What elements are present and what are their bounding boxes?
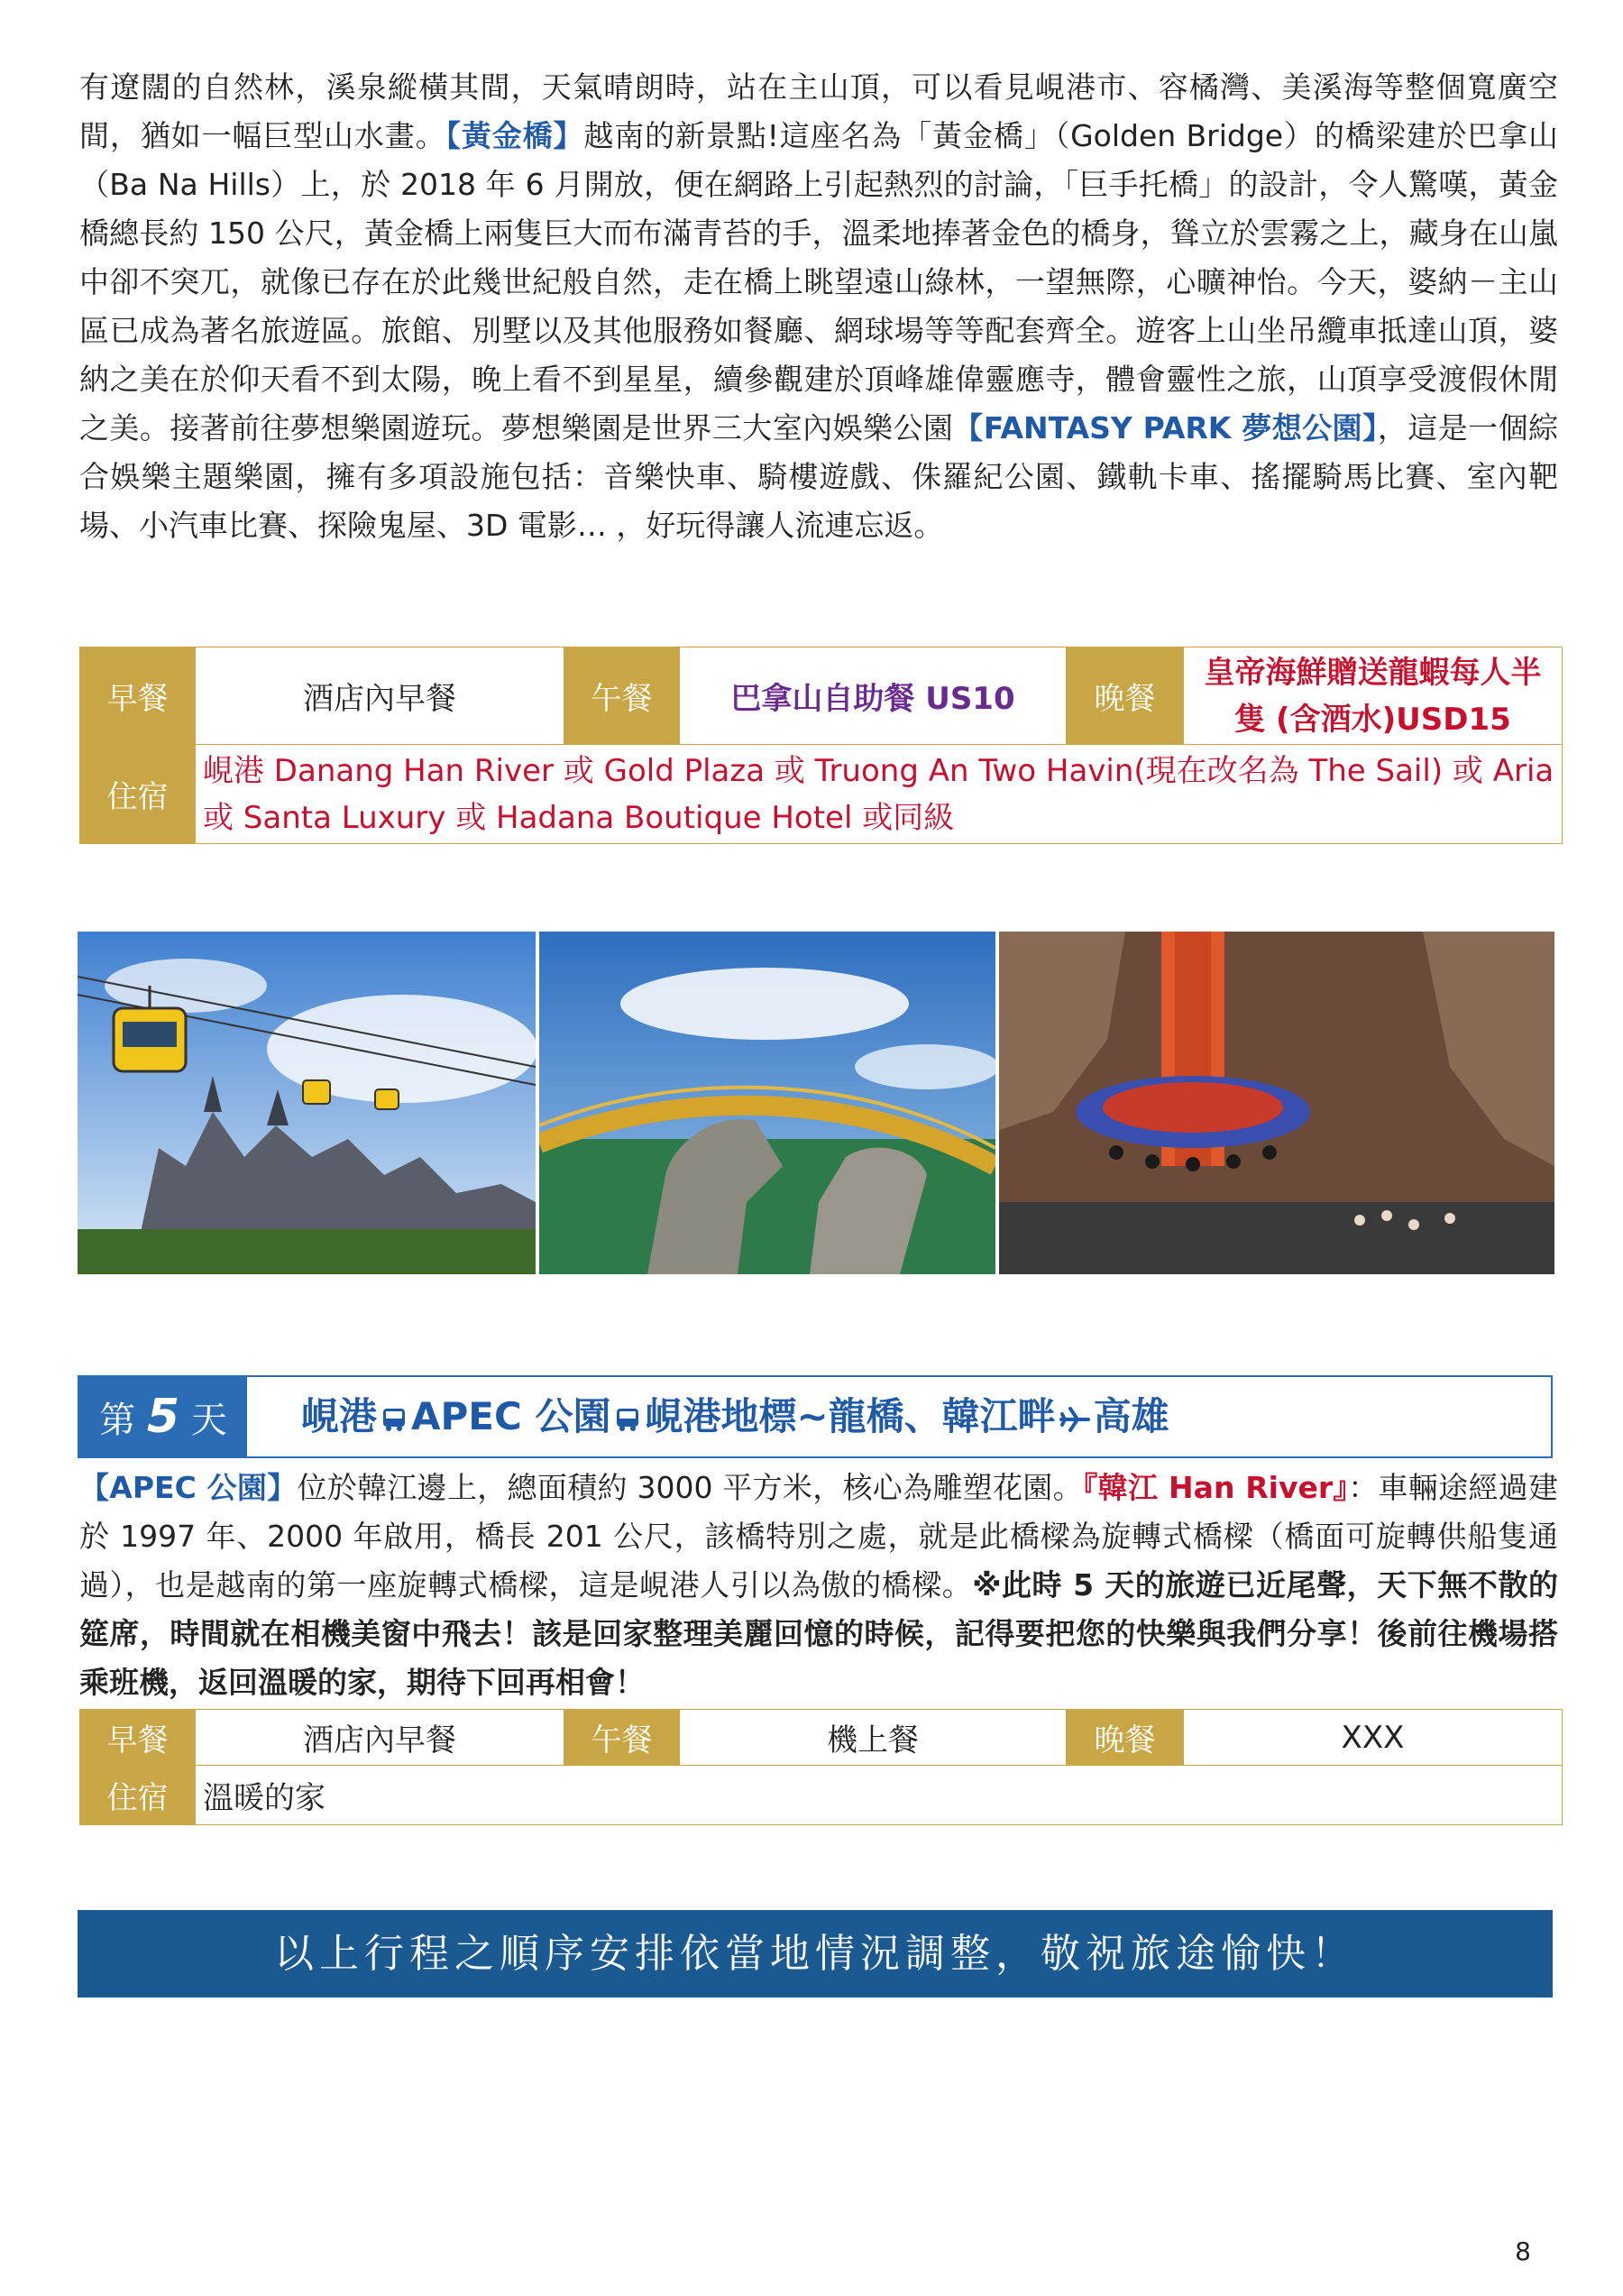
lunch-label: 午餐 bbox=[564, 647, 680, 745]
lunch-value: 機上餐 bbox=[680, 1710, 1067, 1766]
dinner-label: 晚餐 bbox=[1067, 647, 1184, 745]
intro-text-1: 有遼闊的自然林，溪泉縱橫其間，天氣晴朗時，站在主山頂，可以看見峴港市、容橘灣、美溪海等整個寬廣空間，猶如一幅巨型山水畫。 bbox=[79, 69, 1558, 153]
day-number: 5 bbox=[146, 1390, 180, 1444]
meals-table-day4 bbox=[79, 647, 1563, 844]
airplane-icon bbox=[1059, 1406, 1090, 1433]
lunch-label: 午餐 bbox=[564, 1710, 680, 1766]
bus-icon bbox=[614, 1407, 641, 1432]
farewell-note: ※此時 5 天的旅遊已近尾聲，天下無不散的筵席，時間就在相機美窗中飛去！該是回家整理美麗回憶的時候，記得要把您的快樂與我們分享！後前往機場搭乘班機，返回溫暖的家，期待下回再相會！ bbox=[79, 1567, 1559, 1700]
intro-paragraph bbox=[79, 63, 1558, 550]
fantasy-park-label: 【FANTASY PARK 夢想公園】 bbox=[953, 410, 1378, 445]
fantasy-park-ride-photo bbox=[999, 932, 1554, 1274]
lodging-label: 住宿 bbox=[80, 1766, 196, 1825]
breakfast-value: 酒店內早餐 bbox=[196, 647, 564, 745]
breakfast-value: 酒店內早餐 bbox=[196, 1710, 564, 1766]
day5-badge: 第 5 天 bbox=[79, 1377, 247, 1456]
dinner-value: 皇帝海鮮贈送龍蝦每人半隻 (含酒水)USD15 bbox=[1184, 647, 1563, 745]
dinner-value: XXX bbox=[1184, 1710, 1563, 1766]
lunch-value: 巴拿山自助餐 US10 bbox=[680, 647, 1067, 745]
intro-text-2: 越南的新景點!這座名為「黃金橋」（Golden Bridge）的橋梁建於巴拿山（Ba Na Hills）上，於 2018 年 6 月開放，便在網路上引起熱烈的討論，「巨手托橋」的設計，令人驚嘆，黃金橋總長約 150 公尺，黃金橋上兩隻巨大而布滿青苔的手，溫柔地捧著金色的橋身，聳立於雲霧之上，藏身在山嵐中卻不突兀，就像已存在於此幾世紀般自然，走在橋上眺望遠山綠林，一望無際，心曠神怡。今天，婆納－主山區已成為著名旅遊區。旅館、別墅以及其他服務如餐廳、網球場等等配套齊全。遊客上山坐吊纜車抵達山頂，婆納之美在於仰天看不到太陽，晚上看不到星星，續參觀建於頂峰雄偉靈應寺，體會靈性之旅，山頂享受渡假休閒之美。接著前往夢想樂園遊玩。夢想樂園是世界三大室內娛樂公園 bbox=[79, 118, 1559, 445]
day5-header bbox=[78, 1375, 1553, 1458]
day5-title: 峴港 APEC 公園 峴港地標~龍橋、韓江畔 高雄 bbox=[301, 1394, 1169, 1438]
breakfast-label: 早餐 bbox=[80, 647, 196, 745]
apec-label: 【APEC 公園】 bbox=[79, 1470, 298, 1505]
page-number: 8 bbox=[1515, 2236, 1531, 2266]
day5-paragraph: 【APEC 公園】位於韓江邊上，總面積約 3000 平方米，核心為雕塑花園。『韓江 Han River』：車輛途經過建於 1997 年、2000 年啟用，橋長 201 公尺，該橋特別之處，就是此橋樑為旋轉式橋樑（橋面可旋轉供船隻通過），也是越南的第一座旋轉式橋樑，這是峴港人引以為傲的橋樑。※此時 5 天的旅遊已近尾聲，天下無不散的筵席，時間就在相機美窗中飛去！該是回家整理美麗回憶的時候，記得要把您的快樂與我們分享！後前往機場搭乘班機，返回溫暖的家，期待下回再相會！ bbox=[79, 1470, 1559, 1700]
breakfast-label: 早餐 bbox=[80, 1710, 196, 1766]
meals-table-day5 bbox=[79, 1709, 1563, 1825]
lodging-value: 溫暖的家 bbox=[196, 1766, 1563, 1825]
cable-car-castle-photo bbox=[78, 932, 536, 1274]
dinner-label: 晚餐 bbox=[1067, 1710, 1184, 1766]
lodging-label: 住宿 bbox=[80, 745, 196, 844]
golden-bridge-label: 【黃金橋】 bbox=[445, 118, 584, 153]
lodging-value: 峴港 Danang Han River 或 Gold Plaza 或 Truong An Two Havin(現在改名為 The Sail) 或 Aria 或 Santa Luxury 或 Hadana Boutique Hotel 或同級 bbox=[196, 745, 1563, 844]
golden-bridge-hands-photo bbox=[539, 932, 995, 1274]
closing-banner: 以上行程之順序安排依當地情況調整，敬祝旅途愉快！ bbox=[78, 1910, 1553, 1998]
bus-icon bbox=[381, 1407, 408, 1432]
intro-text-3: ，這是一個綜合娛樂主題樂園，擁有多項設施包括：音樂快車、騎樓遊戲、侏羅紀公園、鐵軌卡車、搖擺騎馬比賽、室內靶場、小汽車比賽、探險鬼屋、3D 電影… ，好玩得讓人流連忘返。 bbox=[79, 410, 1559, 543]
han-river-label: 『韓江 Han River』 bbox=[1082, 1470, 1349, 1505]
